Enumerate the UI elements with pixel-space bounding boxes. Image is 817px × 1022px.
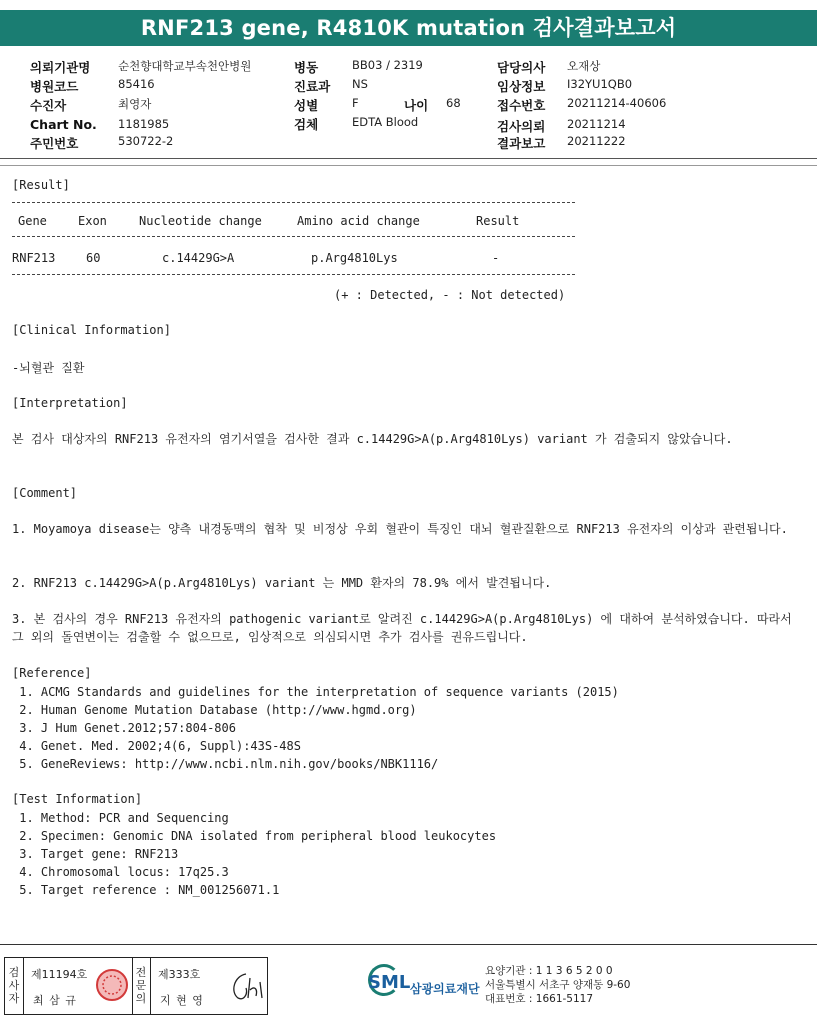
org-line: 서울특별시 서초구 양재동 9-60: [485, 979, 631, 991]
specialist-cell: [150, 958, 267, 1014]
divider: [0, 165, 817, 166]
org-line: 요양기관 : 1 1 3 6 5 2 0 0: [485, 965, 613, 977]
value-chart-no: 1181985: [118, 117, 170, 131]
label-sex: 성별: [294, 98, 319, 113]
label-chart-no: Chart No.: [30, 117, 97, 132]
value-specimen: EDTA Blood: [352, 115, 419, 129]
cell-exon: 60: [86, 251, 101, 265]
organization-info: [368, 962, 808, 1012]
org-address: [485, 964, 630, 1006]
patient-info: [0, 50, 817, 155]
clinical-heading: [Clinical Information]: [12, 323, 171, 337]
label-hospital-code: 병원코드: [30, 79, 79, 94]
comment-heading: [Comment]: [12, 486, 78, 500]
examiner-cell: [23, 958, 133, 1014]
label-patient: 수진자: [30, 98, 67, 113]
label-specimen: 검체: [294, 117, 319, 132]
test-info-heading: [Test Information]: [12, 792, 143, 806]
label-age: 나이: [404, 98, 429, 113]
comment-item: 2. RNF213 c.14429G>A(p.Arg4810Lys) variant 는 MMD 환자의 78.9% 에서 발견됩니다.: [12, 576, 552, 590]
table-rule: [12, 274, 575, 276]
cell-gene: RNF213: [12, 251, 56, 265]
org-name: 삼광의료재단: [410, 982, 480, 996]
reference-item: 5. GeneReviews: http://www.ncbi.nlm.nih.gov/books/NBK1116/: [12, 757, 439, 771]
seal-stamp-icon: [95, 968, 129, 1002]
value-requester: 순천향대학교부속천안병원: [118, 59, 252, 73]
table-rule: [12, 236, 575, 238]
value-department: NS: [352, 77, 368, 91]
footer-divider: [0, 944, 817, 945]
value-request-date: 20211214: [567, 117, 626, 131]
col-nucleotide: Nucleotide change: [139, 214, 262, 228]
cell-amino-acid: p.Arg4810Lys: [311, 251, 398, 265]
label-clinical-info: 임상정보: [497, 79, 546, 94]
col-amino-acid: Amino acid change: [297, 214, 420, 228]
cell-nucleotide: c.14429G>A: [162, 251, 235, 265]
reference-item: 1. ACMG Standards and guidelines for the interpretation of sequence variants (2015): [12, 685, 619, 699]
label-receipt-no: 접수번호: [497, 98, 546, 113]
comment-item: 3. 본 검사의 경우 RNF213 유전자의 pathogenic variant로 알려진 c.14429G>A(p.Arg4810Lys) 에 대하여 분석하였습니다. 따라서 그 외의 돌연변이는 검출할 수 없으므로, 임상적으로 의심되시면 추가 검사를 권유드립니다.: [12, 612, 792, 644]
signature-block: [4, 957, 268, 1015]
test-info-item: 2. Specimen: Genomic DNA isolated from peripheral blood leukocytes: [12, 829, 497, 843]
result-heading: [Result]: [12, 178, 70, 192]
divider: [0, 158, 817, 159]
label-resident-no: 주민번호: [30, 136, 79, 151]
signature-icon: [226, 968, 264, 1004]
test-info-item: 3. Target gene: RNF213: [12, 847, 179, 861]
value-resident-no: 530722-2: [118, 134, 174, 148]
value-doctor: 오재상: [567, 59, 601, 73]
value-ward: BB03 / 2319: [352, 58, 423, 72]
value-sex: F: [352, 96, 359, 110]
value-age: 68: [446, 96, 461, 110]
org-logo: SML: [368, 972, 411, 993]
test-info-item: 5. Target reference : NM_001256071.1: [12, 883, 280, 897]
interpretation-heading: [Interpretation]: [12, 396, 128, 410]
value-patient: 최영자: [118, 97, 152, 111]
label-report-date: 결과보고: [497, 136, 546, 151]
test-info-item: 1. Method: PCR and Sequencing: [12, 811, 229, 825]
reference-list: [12, 683, 808, 773]
test-info-item: 4. Chromosomal locus: 17q25.3: [12, 865, 229, 879]
specialist-license: 제333호: [158, 968, 201, 981]
value-hospital-code: 85416: [118, 77, 155, 91]
clinical-text: -뇌혈관 질환: [12, 361, 85, 375]
value-receipt-no: 20211214-40606: [567, 96, 667, 110]
label-request-date: 검사의뢰: [497, 119, 546, 134]
reference-item: 3. J Hum Genet.2012;57:804-806: [12, 721, 236, 735]
label-department: 진료과: [294, 79, 331, 94]
value-report-date: 20211222: [567, 134, 626, 148]
comment-item: 1. Moyamoya disease는 양측 내경동맥의 협착 및 비정상 우회 혈관이 특징인 대뇌 혈관질환으로 RNF213 유전자의 이상과 관련됩니다.: [12, 522, 788, 536]
col-exon: Exon: [78, 214, 107, 228]
examiner-label: 검사자: [5, 958, 24, 1014]
value-clinical-info: I32YU1QB0: [567, 77, 633, 91]
result-legend: (+ : Detected, - : Not detected): [334, 288, 566, 302]
label-requester: 의뢰기관명: [30, 60, 91, 75]
specialist-label: 전문의: [132, 958, 151, 1014]
test-info-list: [12, 809, 808, 899]
reference-item: 4. Genet. Med. 2002;4(6, Suppl):43S-48S: [12, 739, 301, 753]
reference-heading: [Reference]: [12, 666, 92, 680]
specialist-name: 지 현 영: [160, 994, 204, 1007]
col-gene: Gene: [18, 214, 47, 228]
interpretation-text: 본 검사 대상자의 RNF213 유전자의 염기서열을 검사한 결과 c.14429G>A(p.Arg4810Lys) variant 가 검출되지 않았습니다.: [12, 432, 733, 446]
label-doctor: 담당의사: [497, 60, 546, 75]
org-line: 대표번호 : 1661-5117: [485, 993, 594, 1005]
cell-result: -: [492, 251, 500, 265]
label-ward: 병동: [294, 60, 319, 75]
report-title: RNF213 gene, R4810K mutation 검사결과보고서: [0, 10, 817, 46]
col-result: Result: [476, 214, 520, 228]
examiner-license: 제11194호: [31, 968, 88, 981]
table-rule: [12, 202, 575, 204]
reference-item: 2. Human Genome Mutation Database (http://www.hgmd.org): [12, 703, 417, 717]
examiner-name: 최 삼 규: [33, 994, 77, 1007]
